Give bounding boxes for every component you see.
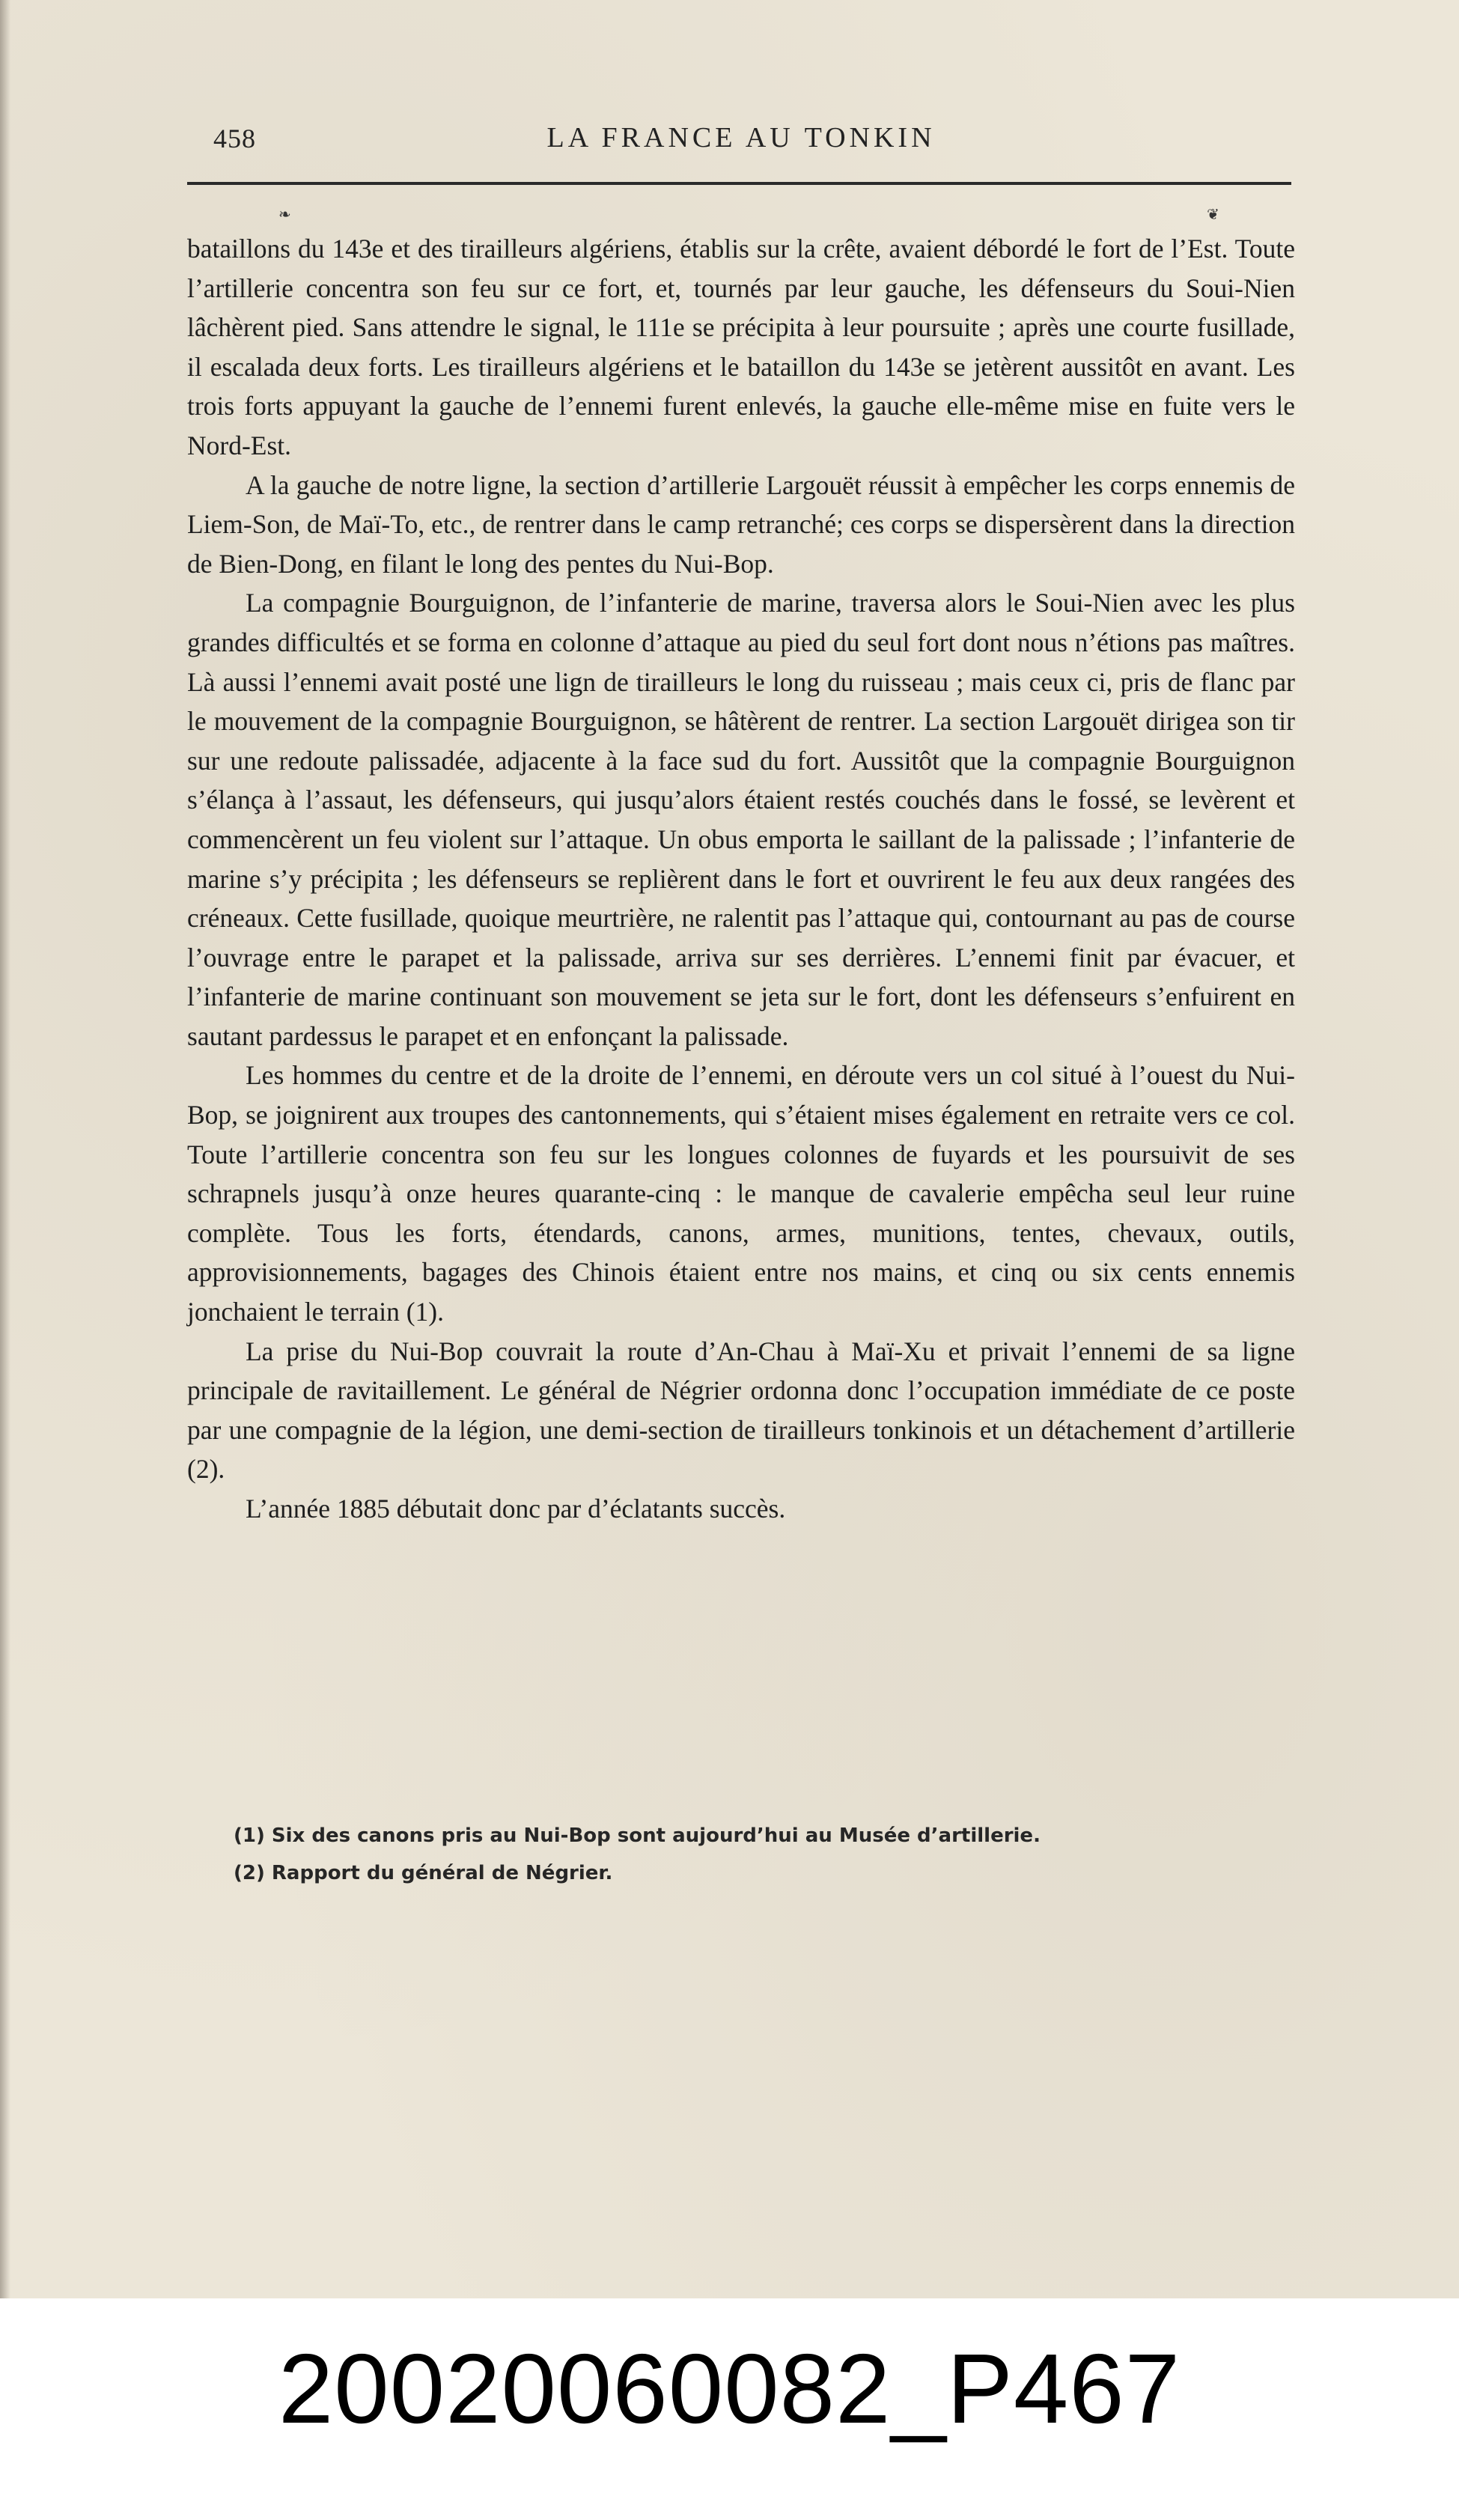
paragraph-6: L’année 1885 débutait donc par d’éclatants succès. <box>246 1494 786 1524</box>
binding-shadow <box>0 0 10 2298</box>
running-title: LA FRANCE AU TONKIN <box>546 122 936 153</box>
paragraph-4: Les hommes du centre et de la droite de l’ennemi, en déroute vers un col situé à l’ouest du Nui-Bop, se joignirent aux troupes des cantonnements, qui s’étaient mises également en retraite vers ce col. Toute l’artillerie concentra son feu sur les longues colonnes de fuyards et les poursuivit de ses schrapnels jusqu’à onze heures quarante-cinq : le manque de cavalerie empêcha seul leur ruine complète. Tous les forts, étendards, canons, armes, munitions, tentes, chevaux, outils, approvisionnements, bagages des Chinois étaient entre nos mains, et cinq ou six cents ennemis jonchaient le terrain (1). <box>187 1060 1295 1327</box>
footnote-2: (2) Rapport du général de Négrier. <box>234 1862 613 1884</box>
page-number: 458 <box>213 124 256 153</box>
footnotes <box>234 1817 1297 1892</box>
body-text <box>187 229 1295 1529</box>
paragraph-1: bataillons du 143e et des tirailleurs algériens, établis sur la crête, avaient débordé le fort de l’Est. Toute l’artillerie concentra son feu sur ce fort, et, tournés par leur gauche, les défenseurs du Soui-Nien lâchèrent pied. Sans attendre le signal, le 111e se précipita à leur poursuite ; après une courte fusillade, il escalada deux forts. Les tirailleurs algériens et le bataillon du 143e se jetèrent aussitôt en avant. Les trois forts appuyant la gauche de l’ennemi furent enlevés, la gauche elle-même mise en fuite vers le Nord-Est. <box>187 234 1295 460</box>
paragraph-2: A la gauche de notre ligne, la section d’artillerie Largouët réussit à empêcher les corps ennemis de Liem-Son, de Maï-To, etc., de rentrer dans le camp retranché; ces corps se dispersèrent dans la direction de Bien-Dong, en filant le long des pentes du Nui-Bop. <box>187 469 1295 579</box>
printer-mark-right: ❦ <box>1207 205 1219 223</box>
catalog-id: 20020060082_P467 <box>278 2334 1181 2444</box>
page-header <box>187 114 1295 166</box>
paragraph-3: La compagnie Bourguignon, de l’infanterie de marine, traversa alors le Soui-Nien avec les plus grandes difficultés et se forma en colonne d’attaque au pied du seul fort dont nous n’étions pas maîtres. Là aussi l’ennemi avait posté une lign de tirailleurs le long du ruisseau ; mais ceux ci, pris de flanc par le mouvement de la compagnie Bourguignon, se hâtèrent de rentrer. La section Largouët dirigea son tir sur une redoute palissadée, adjacente à la face sud du fort. Aussitôt que la compagnie Bourguignon s’élança à l’assaut, les défenseurs, qui jusqu’alors étaient restés couchés dans le fossé, se levèrent et commencèrent un feu violent sur l’attaque. Un obus emporta le saillant de la palissade ; l’infanterie de marine s’y précipita ; les défenseurs se replièrent dans le fort et ouvrirent le feu aux deux rangées des créneaux. Cette fusillade, quoique meurtrière, ne ralentit pas l’attaque qui, contournant au pas de course l’ouvrage entre le parapet et la palissade, arriva sur ses derrières. L’ennemi finit par évacuer, et l’infanterie de marine continuant son mouvement se jeta sur le fort, dont les défenseurs s’enfuirent en sautant pardessus le parapet et en enfonçant la palissade. <box>187 588 1295 1051</box>
paragraph-5: La prise du Nui-Bop couvrait la route d’An-Chau à Maï-Xu et privait l’ennemi de sa ligne principale de ravitaillement. Le général de Négrier ordonna donc l’occupation immédiate de ce poste par une compagnie de la légion, une demi-section de tirailleurs tonkinois et un détachement d’artillerie (2). <box>187 1336 1295 1485</box>
header-rule <box>187 182 1291 185</box>
printer-mark-left: ❧ <box>278 205 291 223</box>
footnote-1: (1) Six des canons pris au Nui-Bop sont aujourd’hui au Musée d’artillerie. <box>234 1824 1041 1847</box>
